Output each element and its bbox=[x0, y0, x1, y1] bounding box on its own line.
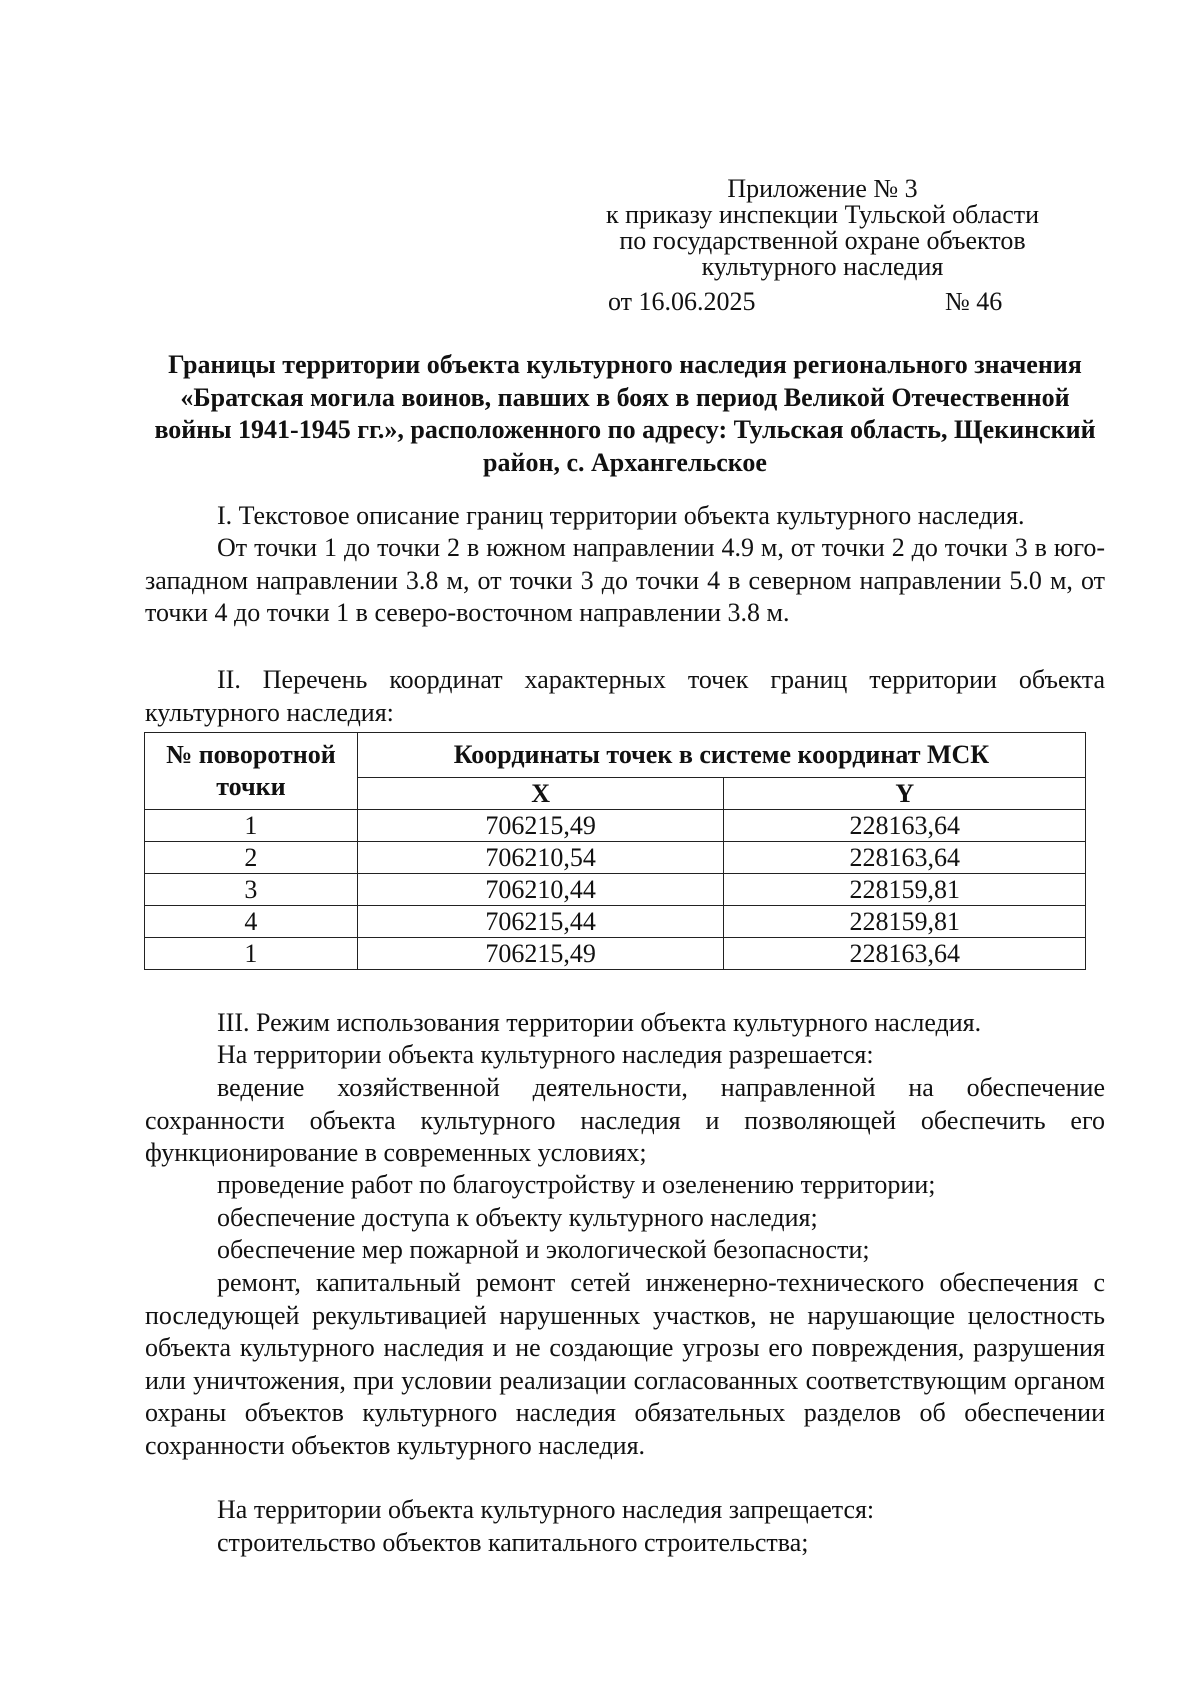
allowed-heading: На территории объекта культурного наследия разрешается: bbox=[217, 1040, 874, 1069]
allowed-item: ведение хозяйственной деятельности, направленной на обеспечение сохранности объекта культурного наследия и позволяющей обеспечить его функционирование в современных условиях; bbox=[145, 1073, 1105, 1167]
cell-y: 228159,81 bbox=[724, 906, 1086, 938]
allowed-item: обеспечение мер пожарной и экологической безопасности; bbox=[217, 1235, 870, 1264]
prohibited-item: строительство объектов капитального строительства; bbox=[217, 1528, 809, 1557]
allowed-item: проведение работ по благоустройству и озеленению территории; bbox=[217, 1170, 936, 1199]
allowed-item: ремонт, капитальный ремонт сетей инженерно-технического обеспечения с последующей рекультивацией нарушенных участков, не нарушающие целостность объекта культурного наследия и не создающие угрозы его повреждения, разрушения или уничтожения, при условии реализации согласованных соответствующим органом охраны объектов культурного наследия обязательных разделов об обеспечении сохранности объектов культурного наследия. bbox=[145, 1268, 1105, 1460]
cell-point: 2 bbox=[145, 842, 358, 874]
prohibited-heading: На территории объекта культурного наследия запрещается: bbox=[217, 1495, 875, 1524]
order-date: от 16.06.2025 bbox=[608, 287, 756, 316]
cell-y: 228163,64 bbox=[724, 842, 1086, 874]
section-1-heading: I. Текстовое описание границ территории объекта культурного наследия. bbox=[217, 501, 1025, 530]
cell-y: 228163,64 bbox=[724, 810, 1086, 842]
appendix-agency-line: по государственной охране объектов bbox=[619, 226, 1026, 255]
cell-x: 706210,54 bbox=[357, 842, 724, 874]
table-row bbox=[145, 842, 1086, 874]
column-header-y: Y bbox=[724, 778, 1086, 810]
cell-x: 706210,44 bbox=[357, 874, 724, 906]
appendix-header bbox=[555, 176, 1090, 280]
table-row bbox=[145, 810, 1086, 842]
section-2-heading: II. Перечень координат характерных точек границ территории объекта культурного наследия: bbox=[145, 665, 1105, 727]
cell-point: 1 bbox=[145, 810, 358, 842]
cell-x: 706215,49 bbox=[357, 938, 724, 970]
allowed-item: обеспечение доступа к объекту культурного наследия; bbox=[217, 1203, 818, 1232]
cell-point: 1 bbox=[145, 938, 358, 970]
cell-y: 228163,64 bbox=[724, 938, 1086, 970]
document-title: Границы территории объекта культурного наследия регионального значения «Братская могила воинов, павших в боях в период Великой Отечественной войны 1941-1945 гг.», расположенного по адресу: Тульская область, Щекинский район, с. Архангельское bbox=[154, 350, 1096, 477]
column-header-coordinates: Координаты точек в системе координат МСК bbox=[357, 733, 1085, 778]
coordinates-table bbox=[144, 732, 1086, 970]
appendix-order-line: к приказу инспекции Тульской области bbox=[605, 200, 1040, 229]
column-header-x: X bbox=[357, 778, 724, 810]
table-row bbox=[145, 906, 1086, 938]
appendix-heritage-line: культурного наследия bbox=[701, 252, 944, 281]
appendix-number: Приложение № 3 bbox=[727, 174, 918, 203]
order-number: № 46 bbox=[945, 287, 1003, 316]
section-3-heading: III. Режим использования территории объекта культурного наследия. bbox=[217, 1008, 982, 1037]
cell-point: 4 bbox=[145, 906, 358, 938]
cell-point: 3 bbox=[145, 874, 358, 906]
cell-x: 706215,44 bbox=[357, 906, 724, 938]
column-header-point: № поворотной точки bbox=[145, 733, 358, 810]
table-row bbox=[145, 938, 1086, 970]
section-1-text: От точки 1 до точки 2 в южном направлении 4.9 м, от точки 2 до точки 3 в юго-западном направлении 3.8 м, от точки 3 до точки 4 в северном направлении 5.0 м, от точки 4 до точки 1 в северо-восточном направлении 3.8 м. bbox=[145, 533, 1105, 627]
table-row bbox=[145, 874, 1086, 906]
cell-y: 228159,81 bbox=[724, 874, 1086, 906]
cell-x: 706215,49 bbox=[357, 810, 724, 842]
